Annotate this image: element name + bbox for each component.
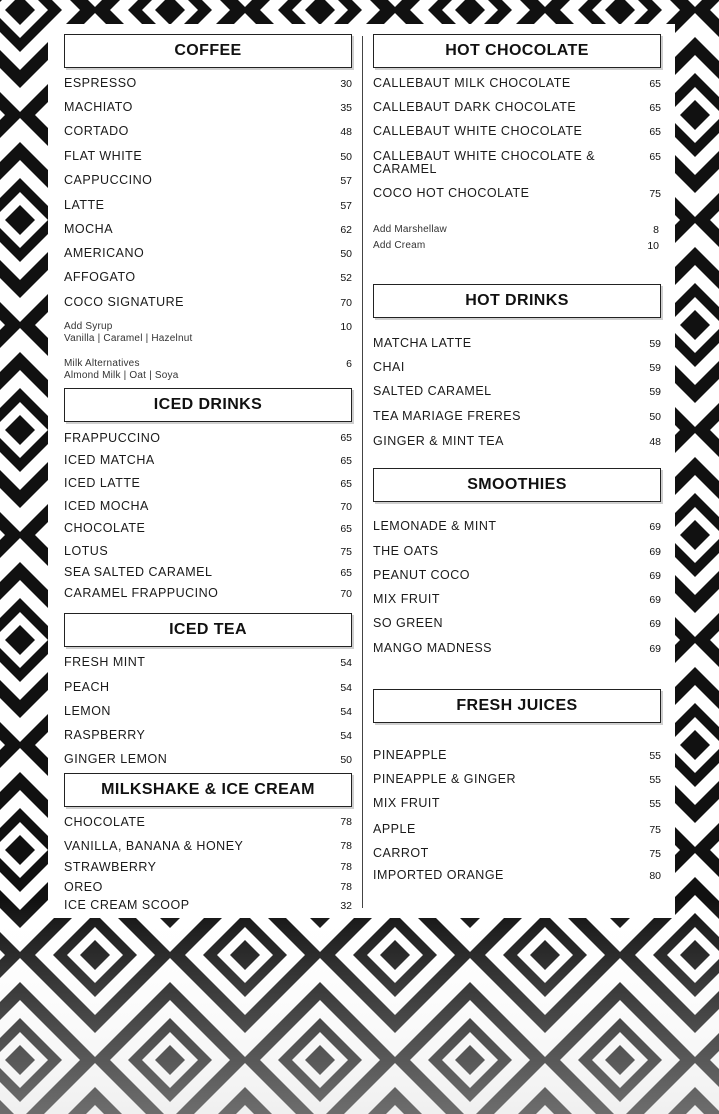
milkshake-price: 78 [340,816,352,828]
addon-detail: Vanilla | Caramel | Hazelnut [64,333,193,344]
milkshake-item: STRAWBERRY [64,860,157,874]
smoothies-item: THE OATS [373,544,439,558]
milkshake-item: CHOCOLATE [64,815,146,829]
milkshake-item: VANILLA, BANANA & HONEY [64,839,244,853]
hot-drinks-item: GINGER & MINT TEA [373,434,504,448]
coffee-price: 62 [340,224,352,236]
iced-drinks-item: SEA SALTED CARAMEL [64,565,213,579]
addon-title: Add Cream [373,240,426,251]
left-column [64,0,354,1114]
milkshake-price: 78 [340,881,352,893]
smoothies-item: MANGO MADNESS [373,641,493,655]
coffee-item: ESPRESSO [64,76,137,90]
iced-drinks-title: ICED DRINKS [153,396,263,413]
iced-drinks-header [64,388,352,422]
coffee-item: COCO SIGNATURE [64,295,184,309]
fresh-juices-item: CARROT [373,846,429,860]
iced-tea-item: FRESH MINT [64,655,146,669]
hot-drinks-header [373,284,661,318]
smoothies-price: 69 [649,643,661,655]
right-column [373,0,665,1114]
column-divider [362,36,363,908]
hot-chocolate-price: 65 [649,102,661,114]
coffee-price: 70 [340,297,352,309]
addon-price: 8 [653,224,659,236]
iced-drinks-price: 65 [340,455,352,467]
fresh-juices-header [373,689,661,723]
milkshake-header [64,773,352,807]
hot-chocolate-price: 65 [649,151,661,163]
coffee-item: CAPPUCCINO [64,173,153,187]
iced-tea-item: PEACH [64,680,110,694]
hot-drinks-title: HOT DRINKS [465,292,569,309]
addon-price: 10 [340,321,352,333]
iced-drinks-price: 65 [340,478,352,490]
addon-title: Add Syrup [64,321,113,332]
iced-drinks-item: ICED MOCHA [64,499,149,513]
hot-drinks-item: SALTED CARAMEL [373,384,492,398]
coffee-price: 48 [340,126,352,138]
hot-drinks-item: TEA MARIAGE FRERES [373,409,521,423]
hot-chocolate-item: CALLEBAUT WHITE CHOCOLATE & [373,149,596,163]
hot-chocolate-title: HOT CHOCOLATE [445,42,589,59]
coffee-price: 57 [340,200,352,212]
fresh-juices-price: 55 [649,774,661,786]
coffee-item: AMERICANO [64,246,145,260]
iced-drinks-price: 65 [340,432,352,444]
fresh-juices-item: MIX FRUIT [373,796,440,810]
iced-tea-price: 54 [340,730,352,742]
fresh-juices-item: APPLE [373,822,416,836]
hot-drinks-price: 59 [649,338,661,350]
fresh-juices-price: 75 [649,824,661,836]
addon-detail: Almond Milk | Oat | Soya [64,370,179,381]
coffee-price: 52 [340,272,352,284]
milkshake-item: ICE CREAM SCOOP [64,898,190,912]
coffee-price: 30 [340,78,352,90]
milkshake-item: OREO [64,880,103,894]
smoothies-price: 69 [649,546,661,558]
hot-chocolate-item: CALLEBAUT WHITE CHOCOLATE [373,124,583,138]
coffee-item: LATTE [64,198,105,212]
coffee-title: COFFEE [174,42,242,59]
coffee-price: 35 [340,102,352,114]
iced-drinks-item: ICED LATTE [64,476,141,490]
coffee-item: MOCHA [64,222,114,236]
iced-drinks-price: 70 [340,501,352,513]
iced-tea-price: 54 [340,682,352,694]
coffee-item: AFFOGATO [64,270,136,284]
smoothies-price: 69 [649,594,661,606]
hot-chocolate-price: 65 [649,78,661,90]
addon-price: 6 [346,358,352,370]
iced-drinks-price: 75 [340,546,352,558]
smoothies-item: PEANUT COCO [373,568,470,582]
smoothies-item: MIX FRUIT [373,592,440,606]
smoothies-price: 69 [649,618,661,630]
hot-drinks-price: 59 [649,362,661,374]
fresh-juices-price: 55 [649,798,661,810]
smoothies-price: 69 [649,570,661,582]
hot-chocolate-item: COCO HOT CHOCOLATE [373,186,530,200]
coffee-item: CORTADO [64,124,129,138]
hot-drinks-item: CHAI [373,360,405,374]
hot-drinks-item: MATCHA LATTE [373,336,472,350]
iced-drinks-price: 65 [340,523,352,535]
iced-drinks-price: 70 [340,588,352,600]
iced-tea-price: 54 [340,706,352,718]
coffee-header [64,34,352,68]
hot-chocolate-item: CALLEBAUT MILK CHOCOLATE [373,76,571,90]
addon-title: Add Marshellaw [373,224,447,235]
iced-tea-price: 54 [340,657,352,669]
milkshake-price: 78 [340,840,352,852]
hot-drinks-price: 50 [649,411,661,423]
iced-drinks-item: FRAPPUCCINO [64,431,161,445]
smoothies-header [373,468,661,502]
fresh-juices-item: PINEAPPLE [373,748,447,762]
fresh-juices-price: 75 [649,848,661,860]
fresh-juices-title: FRESH JUICES [456,697,578,714]
hot-chocolate-price: 75 [649,188,661,200]
smoothies-item: LEMONADE & MINT [373,519,497,533]
milkshake-price: 78 [340,861,352,873]
coffee-item: MACHIATO [64,100,133,114]
coffee-item: FLAT WHITE [64,149,143,163]
coffee-price: 50 [340,151,352,163]
hot-drinks-price: 48 [649,436,661,448]
hot-chocolate-item: CALLEBAUT DARK CHOCOLATE [373,100,577,114]
iced-tea-item: GINGER LEMON [64,752,168,766]
fresh-juices-item: PINEAPPLE & GINGER [373,772,517,786]
hot-chocolate-header [373,34,661,68]
hot-chocolate-item-line2: CARAMEL [373,162,437,176]
smoothies-item: SO GREEN [373,616,443,630]
smoothies-price: 69 [649,521,661,533]
iced-drinks-item: CARAMEL FRAPPUCINO [64,586,219,600]
iced-tea-title: ICED TEA [169,621,247,638]
iced-tea-item: LEMON [64,704,111,718]
hot-drinks-price: 59 [649,386,661,398]
smoothies-title: SMOOTHIES [467,476,567,493]
hot-chocolate-price: 65 [649,126,661,138]
addon-title: Milk Alternatives [64,358,140,369]
fresh-juices-price: 80 [649,870,661,882]
iced-drinks-item: ICED MATCHA [64,453,155,467]
iced-drinks-item: CHOCOLATE [64,521,146,535]
coffee-price: 50 [340,248,352,260]
milkshake-title: MILKSHAKE & ICE CREAM [101,781,315,798]
iced-tea-item: RASPBERRY [64,728,146,742]
fresh-juices-item: IMPORTED ORANGE [373,868,504,882]
iced-tea-header [64,613,352,647]
fresh-juices-price: 55 [649,750,661,762]
iced-drinks-item: LOTUS [64,544,109,558]
coffee-price: 57 [340,175,352,187]
milkshake-price: 32 [340,900,352,912]
addon-price: 10 [647,240,659,252]
iced-drinks-price: 65 [340,567,352,579]
iced-tea-price: 50 [340,754,352,766]
